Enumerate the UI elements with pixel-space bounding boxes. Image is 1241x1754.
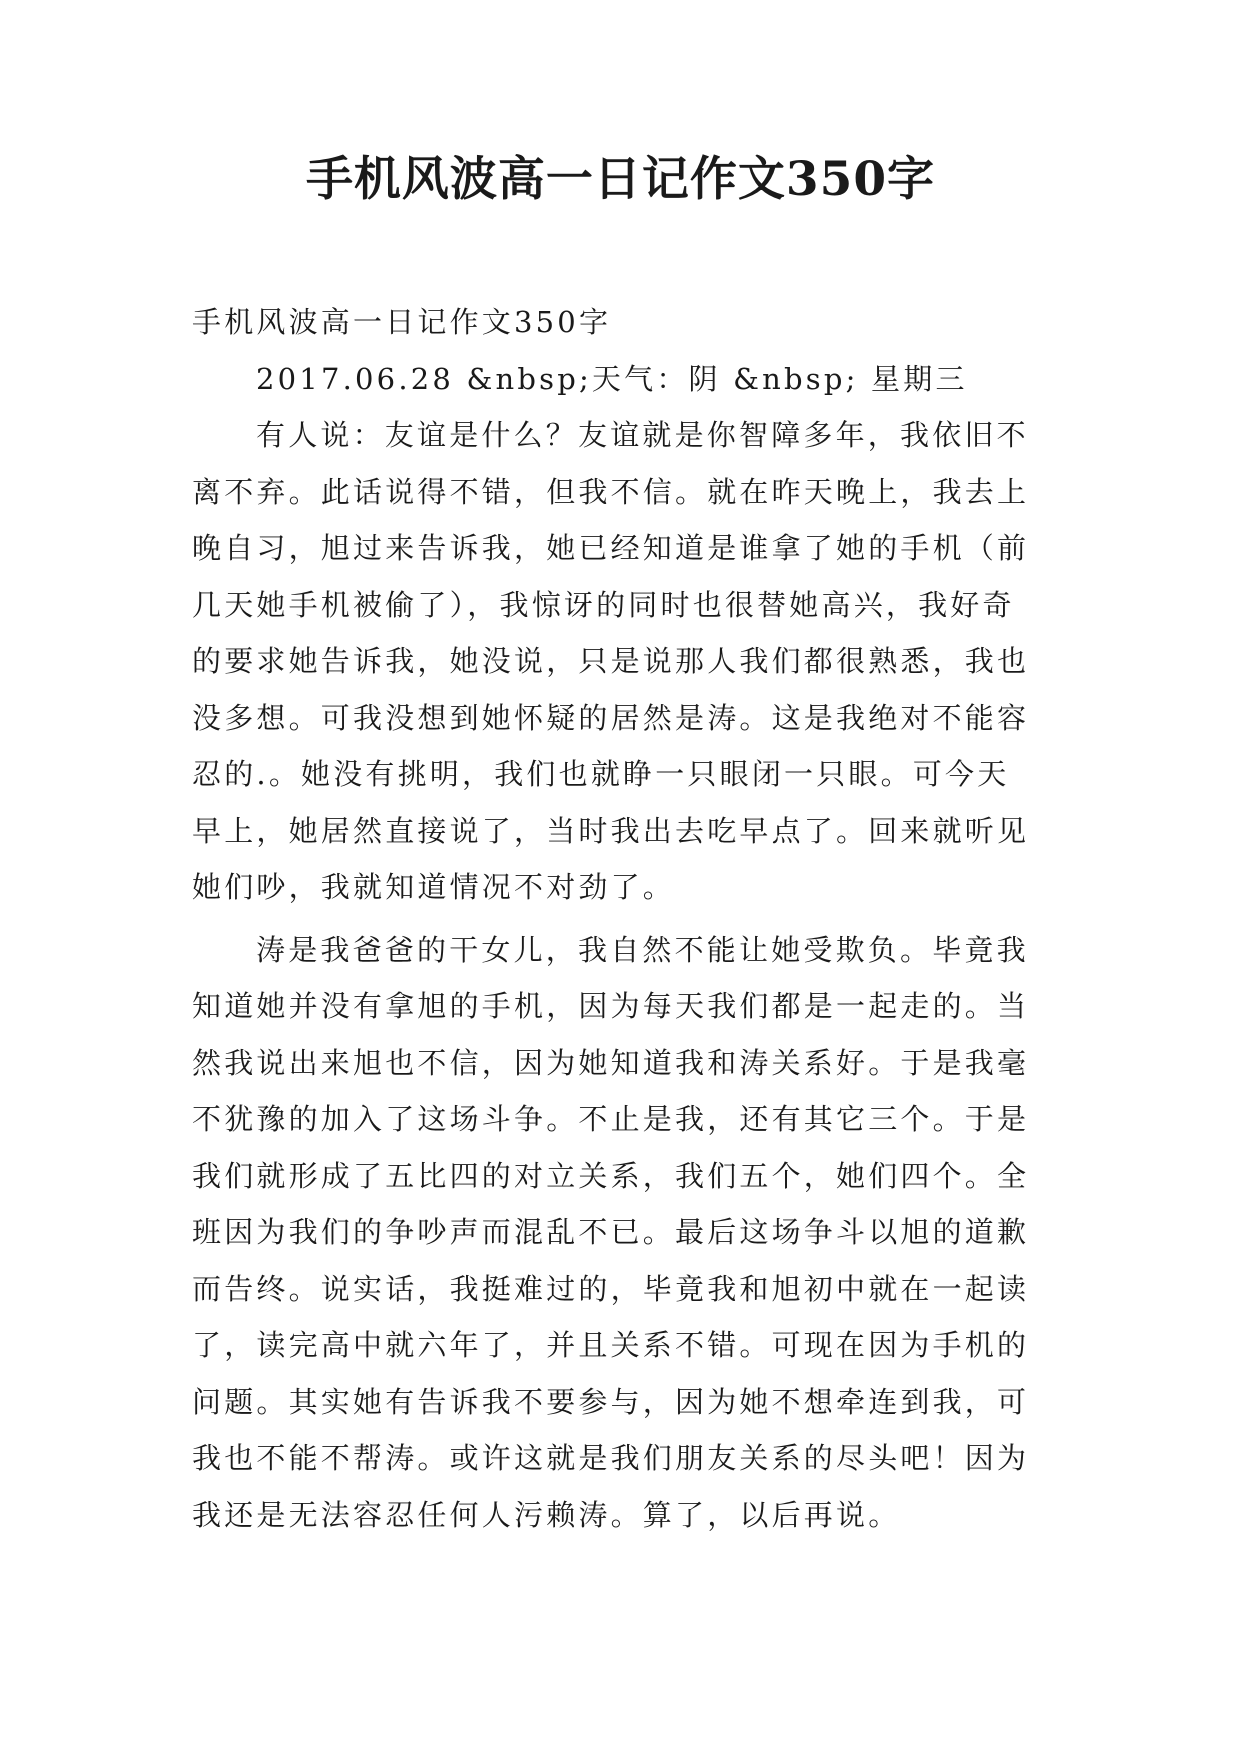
paragraph-line: 然我说出来旭也不信，因为她知道我和涛关系好。于是我毫	[192, 1045, 1030, 1080]
paragraph-line: 不犹豫的加入了这场斗争。不止是我，还有其它三个。于是	[192, 1102, 1030, 1136]
subtitle-line: 手机风波高一日记作文350字	[192, 305, 612, 339]
paragraph-line: 涛是我爸爸的干女儿，我自然不能让她受欺负。毕竟我	[256, 932, 1029, 967]
document-body	[192, 294, 1048, 1543]
paragraph-line: 而告终。说实话，我挺难过的，毕竟我和旭初中就在一起读	[192, 1271, 1030, 1306]
paragraph-line: 忍的.。她没有挑明，我们也就睁一只眼闭一只眼。可今天	[192, 757, 1010, 791]
paragraph-line: 我们就形成了五比四的对立关系，我们五个，她们四个。全	[192, 1158, 1030, 1193]
paragraph-line: 了，读完高中就六年了，并且关系不错。可现在因为手机的	[192, 1328, 1030, 1362]
paragraph-line: 问题。其实她有告诉我不要参与，因为她不想牵连到我，可	[192, 1384, 1030, 1419]
paragraph-line: 的要求她告诉我，她没说，只是说那人我们都很熟悉，我也	[192, 644, 1030, 678]
paragraph-line: 我也不能不帮涛。或许这就是我们朋友关系的尽头吧！因为	[192, 1441, 1030, 1475]
paragraph-line: 几天她手机被偷了），我惊讶的同时也很替她高兴，我好奇	[192, 587, 1015, 622]
paragraph-2	[192, 922, 1048, 1544]
document-title: 手机风波高一日记作文350字	[305, 152, 936, 207]
paragraph-line: 离不弃。此话说得不错，但我不信。就在昨天晚上，我去上	[192, 474, 1030, 509]
paragraph-1	[192, 407, 1048, 916]
paragraph-line: 早上，她居然直接说了，当时我出去吃早点了。回来就听见	[192, 813, 1030, 848]
paragraph-line: 她们吵，我就知道情况不对劲了。	[192, 870, 676, 904]
paragraph-line: 有人说：友谊是什么？友谊就是你智障多年，我依旧不	[256, 418, 1029, 452]
paragraph-line: 知道她并没有拿旭的手机，因为每天我们都是一起走的。当	[192, 989, 1030, 1023]
paragraph-line: 没多想。可我没想到她怀疑的居然是涛。这是我绝对不能容	[192, 700, 1030, 735]
paragraph-line: 我还是无法容忍任何人污赖涛。算了，以后再说。	[192, 1497, 901, 1532]
dateline: 2017.06.28 &nbsp;天气：阴 &nbsp; 星期三	[256, 361, 968, 396]
paragraph-line: 晚自习，旭过来告诉我，她已经知道是谁拿了她的手机（前	[192, 531, 1030, 565]
paragraph-line: 班因为我们的争吵声而混乱不已。最后这场争斗以旭的道歉	[192, 1215, 1030, 1249]
